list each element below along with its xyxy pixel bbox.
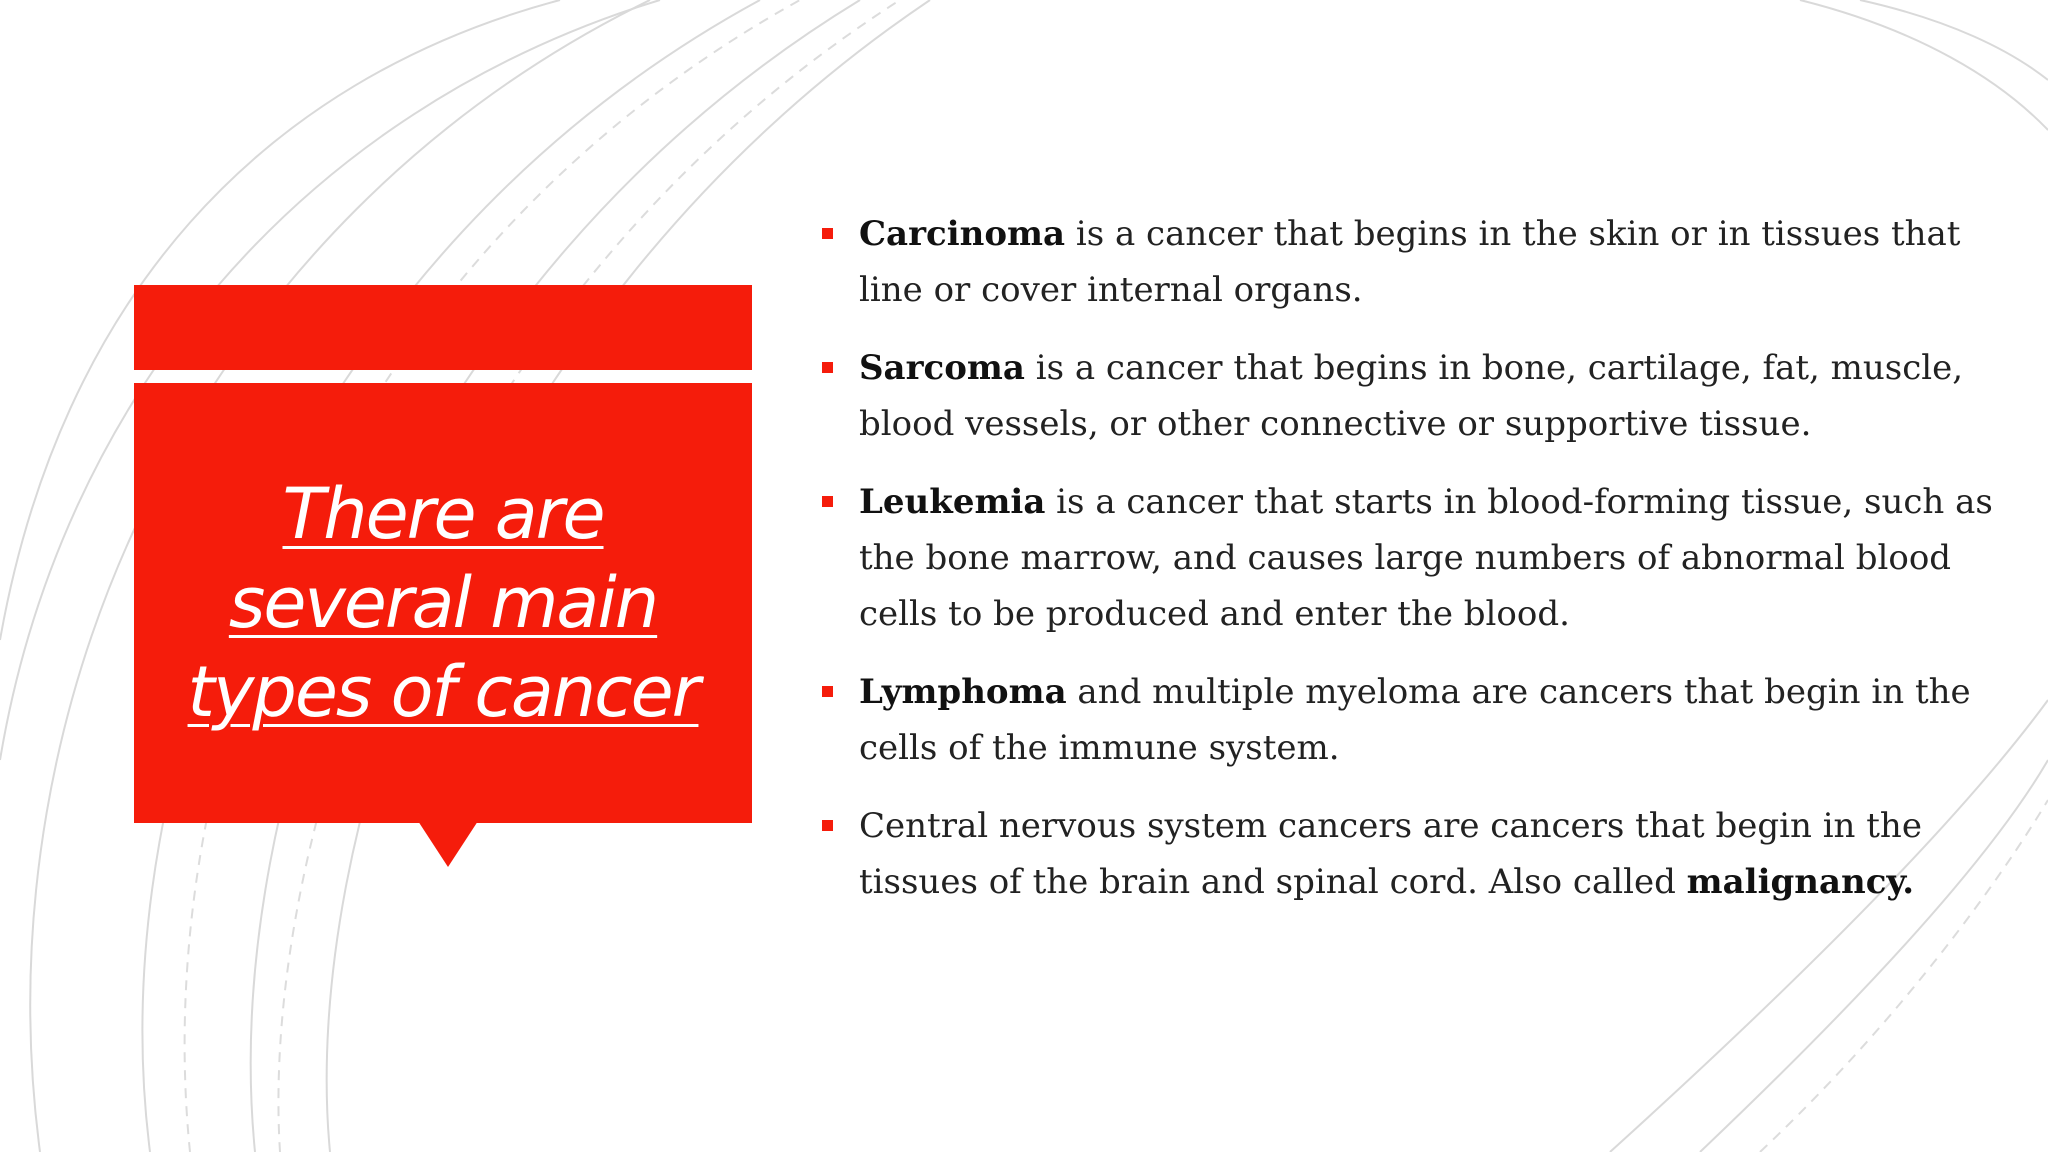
bullet-text: Central nervous system cancers are cancers that begin in the tissues of the brain and spinal cord. Also called xyxy=(859,806,1922,902)
bullet-term: Sarcoma xyxy=(859,348,1025,388)
bullet-item-carcinoma xyxy=(822,206,2022,318)
bullet-text: and multiple myeloma are cancers that begin in the cells of the immune system. xyxy=(859,672,1971,768)
bullet-term: Carcinoma xyxy=(859,214,1066,254)
bullet-item-sarcoma xyxy=(822,340,2022,452)
bullet-term: Lymphoma xyxy=(859,672,1067,712)
bullet-text: is a cancer that begins in bone, cartilage, fat, muscle, blood vessels, or other connective or supportive tissue. xyxy=(859,348,1964,444)
title-callout-box xyxy=(134,383,752,823)
callout-pointer xyxy=(418,821,478,867)
bullet-marker xyxy=(822,820,833,831)
bullet-list xyxy=(822,206,2022,932)
bullet-term-malignancy: malignancy. xyxy=(1686,862,1915,902)
bullet-term: Leukemia xyxy=(859,482,1046,522)
bullet-marker xyxy=(822,496,833,507)
bullet-item-lymphoma xyxy=(822,664,2022,776)
title-accent-bar xyxy=(134,285,752,370)
bullet-marker xyxy=(822,228,833,239)
slide-title: There are several main types of cancer xyxy=(187,472,699,733)
bullet-text: is a cancer that begins in the skin or in tissues that line or cover internal organs. xyxy=(859,214,1961,310)
bullet-item-leukemia xyxy=(822,474,2022,642)
bullet-marker xyxy=(822,362,833,373)
bullet-text: is a cancer that starts in blood-forming tissue, such as the bone marrow, and causes large numbers of abnormal blood cells to be produced and enter the blood. xyxy=(859,482,1993,634)
bullet-item-cns-cancers xyxy=(822,798,2022,910)
bullet-marker xyxy=(822,686,833,697)
